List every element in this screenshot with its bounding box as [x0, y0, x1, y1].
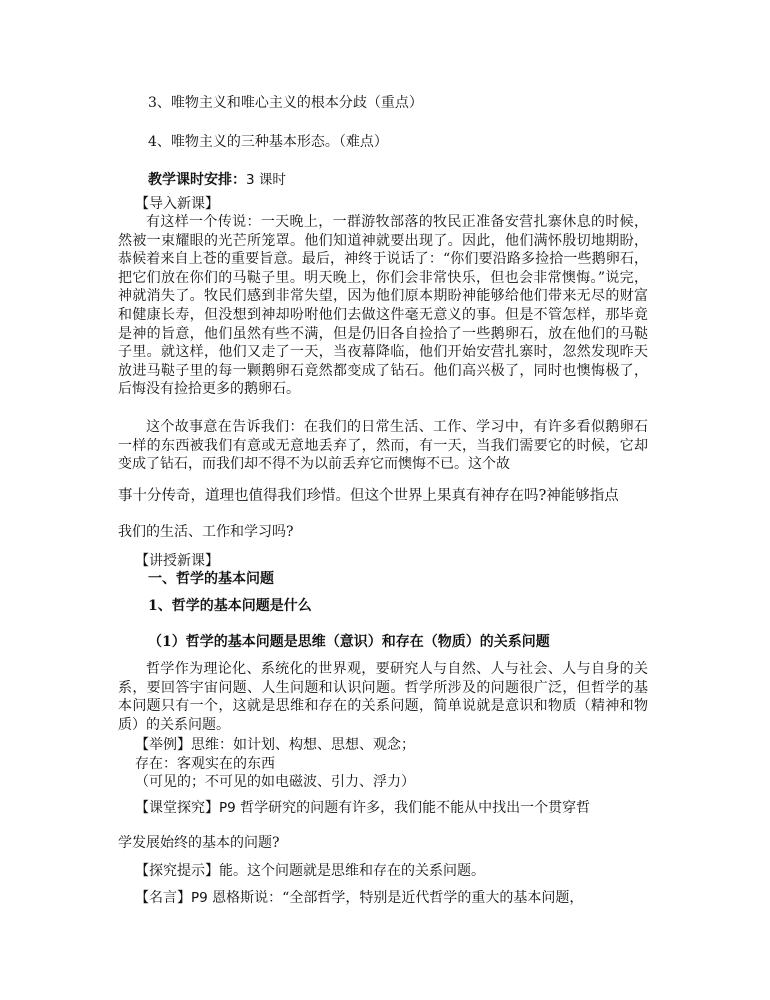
- example-tag: 【举例】: [135, 737, 191, 753]
- explore-tag: 【课堂探究】: [135, 800, 219, 816]
- existence-line: 存在：客观实在的东西: [135, 756, 275, 772]
- example-text: 思维：如计划、构想、思想、观念；: [191, 737, 415, 753]
- objective-item-3: 3、唯物主义和唯心主义的根本分歧（重点）: [148, 95, 423, 111]
- intro-moral-part1: 这个故事意在告诉我们：在我们的日常生活、工作、学习中，有许多看似鹅卵石一样的东西被我们有意或无意地丢弃了，然而，有一天，当我们需要它的时候，它却变成了钻石，而我们却不得不为以前丢弃它而懊悔不已。这个故: [118, 419, 648, 473]
- visible-line: （可见的；不可见的如电磁波、引力、浮力）: [135, 774, 415, 790]
- section-heading-1: 一、哲学的基本问题: [148, 571, 274, 587]
- subsection-heading-1-1: （1）哲学的基本问题是思维（意识）和存在（物质）的关系问题: [148, 634, 550, 650]
- intro-moral-end: 我们的生活、工作和学习吗?: [118, 524, 294, 540]
- explore-ref: P9: [219, 800, 236, 816]
- lecture-heading: 【讲授新课】: [135, 553, 219, 569]
- intro-moral: [118, 418, 648, 474]
- hint-line: [135, 862, 485, 880]
- schedule-value: 3 课时: [246, 172, 286, 188]
- subsection-heading-1: 1、哲学的基本问题是什么: [148, 598, 312, 614]
- hint-text: 能。这个问题就是思维和存在的关系问题。: [219, 863, 485, 879]
- philosophy-paragraph: 哲学作为理论化、系统化的世界观，要研究人与自然、人与社会、人与自身的关系，要回答宇宙问题、人生问题和认识问题。哲学所涉及的问题很广泛，但哲学的基本问题只有一个，这就是思维和存在的关系问题，简单说就是意识和物质（精神和物质）的关系问题。: [118, 661, 648, 733]
- schedule-line: [148, 171, 286, 189]
- explore-continued: 学发展始终的基本的问题?: [118, 835, 280, 851]
- intro-story: 有这样一个传说：一天晚上，一群游牧部落的牧民正准备安营扎寨休息的时候，然被一束耀眼的光芒所笼罩。他们知道神就要出现了。因此，他们满怀殷切地期盼，恭候着来自上苍的重要旨意。最后，神终于说话了：“你们要沿路多捡拾一些鹅卵石，把它们放在你们的马鞑子里。明天晚上，你们会非常快乐，但也会非常懊悔。”说完，神就消失了。牧民们感到非常失望，因为他们原本期盼神能够给他们带来无尽的财富和健康长寿，但没想到神却吩咐他们去做这件毫无意义的事。但是不管怎样，那毕竟是神的旨意，他们虽然有些不满，但是仍旧各自捡拾了一些鹅卵石，放在他们的马鞑子里。就这样，他们又走了一天，当夜幕降临，他们开始安营扎寨时，忽然发现昨天放进马鞑子里的每一颗鹅卵石竟然都变成了钻石。他们高兴极了，同时也懊悔极了，后悔没有捡拾更多的鹅卵石。: [118, 214, 648, 398]
- quote-line: [135, 889, 583, 907]
- schedule-label: 教学课时安排：: [148, 172, 246, 188]
- explore-line: [135, 799, 590, 817]
- example-line: [135, 736, 415, 754]
- intro-heading: 【导入新课】: [135, 196, 219, 212]
- intro-moral-line: 事十分传奇，道理也值得我们珍惜。但这个世界上果真有神存在吗?神能够指点: [118, 488, 619, 504]
- quote-tag: 【名言】: [135, 890, 191, 906]
- quote-text: 恩格斯说：“全部哲学，特别是近代哲学的重大的基本问题，: [207, 890, 584, 906]
- quote-ref: P9: [191, 890, 208, 906]
- explore-text: 哲学研究的问题有许多，我们能不能从中找出一个贯穿哲: [235, 800, 591, 816]
- hint-tag: 【探究提示】: [135, 863, 219, 879]
- objective-item-4: 4、唯物主义的三种基本形态。（难点）: [148, 134, 388, 150]
